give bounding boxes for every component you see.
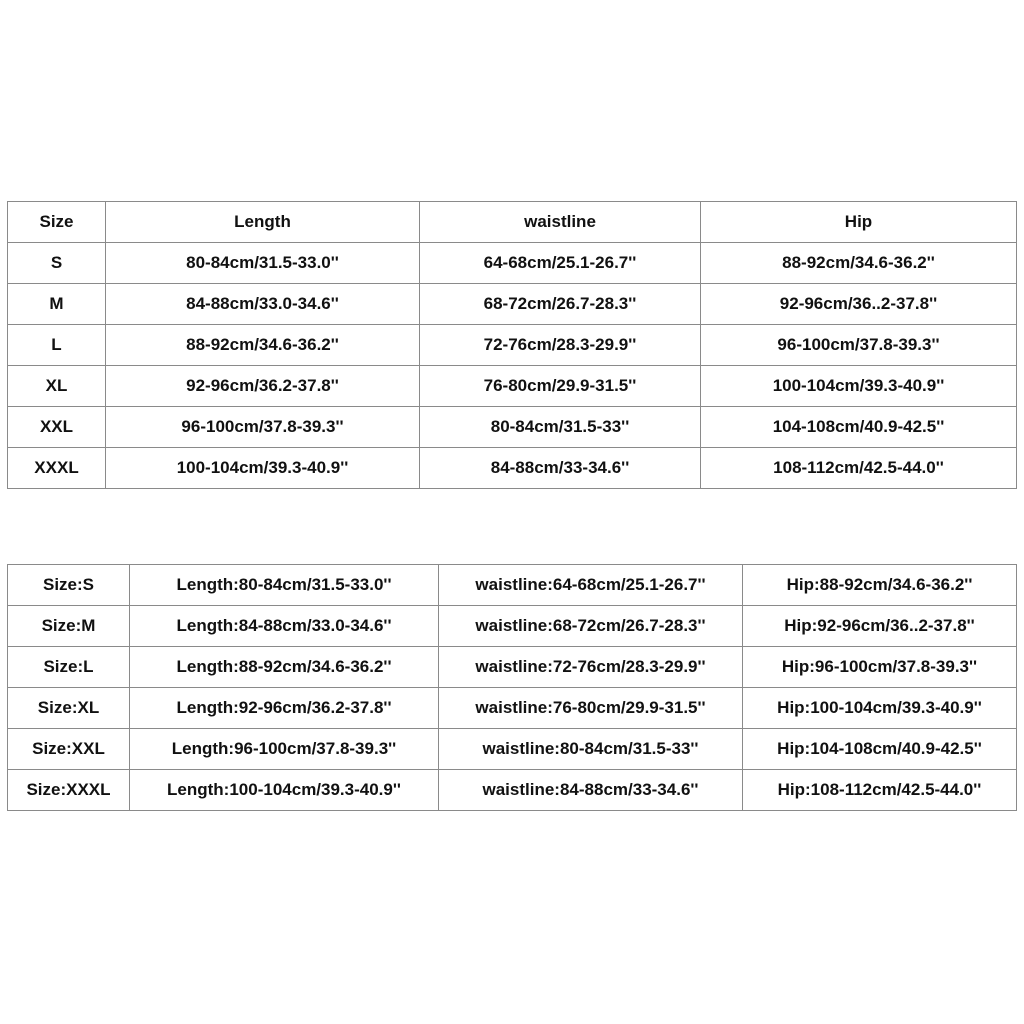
table-row [8, 284, 1017, 325]
cell-size: XXXL [8, 448, 106, 489]
table-row [8, 565, 1017, 606]
table-row [8, 606, 1017, 647]
table-row [8, 647, 1017, 688]
header-size: Size [8, 202, 106, 243]
cell-size: M [8, 284, 106, 325]
cell-length: Length:96-100cm/37.8-39.3'' [130, 729, 439, 770]
cell-hip: Hip:104-108cm/40.9-42.5'' [743, 729, 1017, 770]
table-row [8, 407, 1017, 448]
header-length: Length [106, 202, 420, 243]
cell-length: 80-84cm/31.5-33.0'' [106, 243, 420, 284]
cell-length: 92-96cm/36.2-37.8'' [106, 366, 420, 407]
cell-length: Length:80-84cm/31.5-33.0'' [130, 565, 439, 606]
header-hip: Hip [701, 202, 1017, 243]
cell-waistline: waistline:64-68cm/25.1-26.7'' [439, 565, 743, 606]
cell-hip: 108-112cm/42.5-44.0'' [701, 448, 1017, 489]
cell-hip: Hip:88-92cm/34.6-36.2'' [743, 565, 1017, 606]
table-row [8, 729, 1017, 770]
cell-hip: 100-104cm/39.3-40.9'' [701, 366, 1017, 407]
cell-waistline: 68-72cm/26.7-28.3'' [420, 284, 701, 325]
size-chart-labeled-table [7, 564, 1017, 811]
table-row [8, 448, 1017, 489]
cell-waistline: 84-88cm/33-34.6'' [420, 448, 701, 489]
cell-size: Size:XXL [8, 729, 130, 770]
cell-length: Length:92-96cm/36.2-37.8'' [130, 688, 439, 729]
cell-length: Length:88-92cm/34.6-36.2'' [130, 647, 439, 688]
cell-length: 100-104cm/39.3-40.9'' [106, 448, 420, 489]
cell-size: Size:S [8, 565, 130, 606]
cell-length: 84-88cm/33.0-34.6'' [106, 284, 420, 325]
cell-hip: 96-100cm/37.8-39.3'' [701, 325, 1017, 366]
cell-size: Size:XXXL [8, 770, 130, 811]
cell-waistline: waistline:68-72cm/26.7-28.3'' [439, 606, 743, 647]
cell-size: Size:XL [8, 688, 130, 729]
cell-length: 88-92cm/34.6-36.2'' [106, 325, 420, 366]
cell-waistline: 80-84cm/31.5-33'' [420, 407, 701, 448]
table-row [8, 366, 1017, 407]
cell-waistline: waistline:76-80cm/29.9-31.5'' [439, 688, 743, 729]
cell-size: XXL [8, 407, 106, 448]
table-row [8, 770, 1017, 811]
cell-size: XL [8, 366, 106, 407]
cell-hip: Hip:100-104cm/39.3-40.9'' [743, 688, 1017, 729]
cell-waistline: 64-68cm/25.1-26.7'' [420, 243, 701, 284]
table-row [8, 688, 1017, 729]
size-chart-table [7, 201, 1017, 489]
cell-waistline: 76-80cm/29.9-31.5'' [420, 366, 701, 407]
table-row [8, 325, 1017, 366]
cell-size: L [8, 325, 106, 366]
cell-size: Size:L [8, 647, 130, 688]
cell-length: 96-100cm/37.8-39.3'' [106, 407, 420, 448]
header-waistline: waistline [420, 202, 701, 243]
cell-hip: 88-92cm/34.6-36.2'' [701, 243, 1017, 284]
cell-waistline: waistline:72-76cm/28.3-29.9'' [439, 647, 743, 688]
cell-size: Size:M [8, 606, 130, 647]
cell-size: S [8, 243, 106, 284]
cell-hip: Hip:92-96cm/36..2-37.8'' [743, 606, 1017, 647]
cell-length: Length:84-88cm/33.0-34.6'' [130, 606, 439, 647]
table-header-row [8, 202, 1017, 243]
cell-waistline: 72-76cm/28.3-29.9'' [420, 325, 701, 366]
cell-hip: 92-96cm/36..2-37.8'' [701, 284, 1017, 325]
cell-hip: 104-108cm/40.9-42.5'' [701, 407, 1017, 448]
cell-waistline: waistline:80-84cm/31.5-33'' [439, 729, 743, 770]
table-row [8, 243, 1017, 284]
cell-hip: Hip:108-112cm/42.5-44.0'' [743, 770, 1017, 811]
cell-length: Length:100-104cm/39.3-40.9'' [130, 770, 439, 811]
cell-hip: Hip:96-100cm/37.8-39.3'' [743, 647, 1017, 688]
cell-waistline: waistline:84-88cm/33-34.6'' [439, 770, 743, 811]
